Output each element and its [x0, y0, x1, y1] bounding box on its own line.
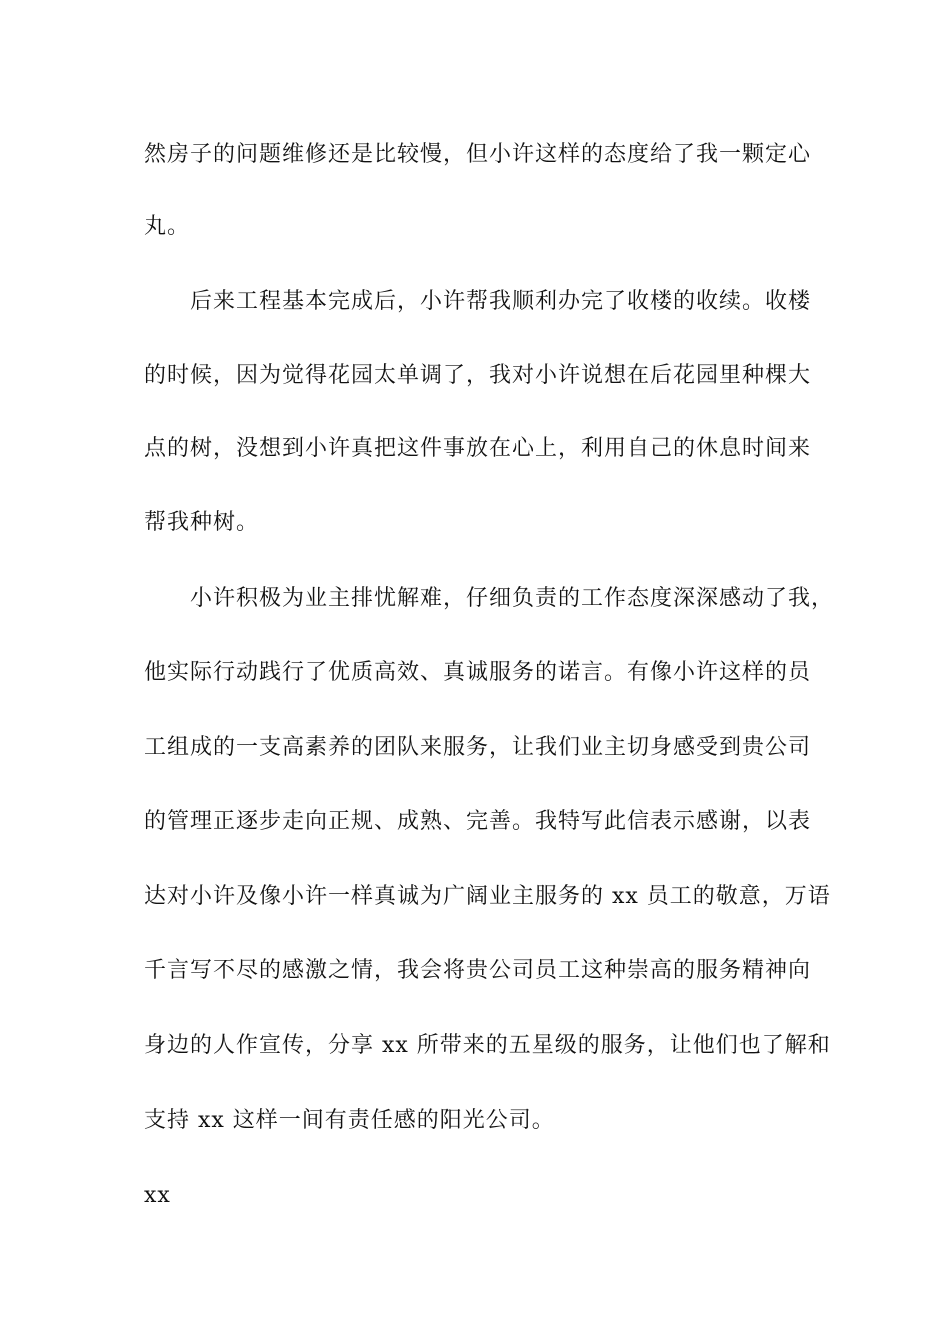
text-line: 支持 xx 这样一间有责任感的阳光公司。 [144, 1108, 555, 1133]
text-line: 然房子的问题维修还是比较慢，但小许这样的态度给了我一颗定心 [144, 142, 812, 167]
text-line: 帮我种树。 [144, 510, 260, 535]
text-line: 千言写不尽的感激之情，我会将贵公司员工这种崇高的服务精神向 [144, 958, 812, 983]
signature: xx [144, 1183, 171, 1208]
text-line: 他实际行动践行了优质高效、真诚服务的诺言。有像小许这样的员 [144, 660, 812, 685]
text-line: 身边的人作宣传，分享 xx 所带来的五星级的服务，让他们也了解和 [144, 1033, 831, 1058]
text-line: 工组成的一支高素养的团队来服务，让我们业主切身感受到贵公司 [144, 735, 812, 760]
text-line: 达对小许及像小许一样真诚为广阔业主服务的 xx 员工的敬意，万语 [144, 884, 831, 909]
paragraph-start-line: 小许积极为业主排忧解难，仔细负责的工作态度深深感动了我， [190, 586, 835, 611]
text-line: 点的树，没想到小许真把这件事放在心上，利用自己的休息时间来 [144, 436, 812, 461]
text-line: 的时候，因为觉得花园太单调了，我对小许说想在后花园里种棵大 [144, 363, 812, 388]
text-line: 丸。 [144, 214, 191, 239]
text-line: 的管理正逐步走向正规、成熟、完善。我特写此信表示感谢，以表 [144, 809, 812, 834]
paragraph-start-line: 后来工程基本完成后，小许帮我顺利办完了收楼的收续。收楼 [190, 289, 812, 314]
